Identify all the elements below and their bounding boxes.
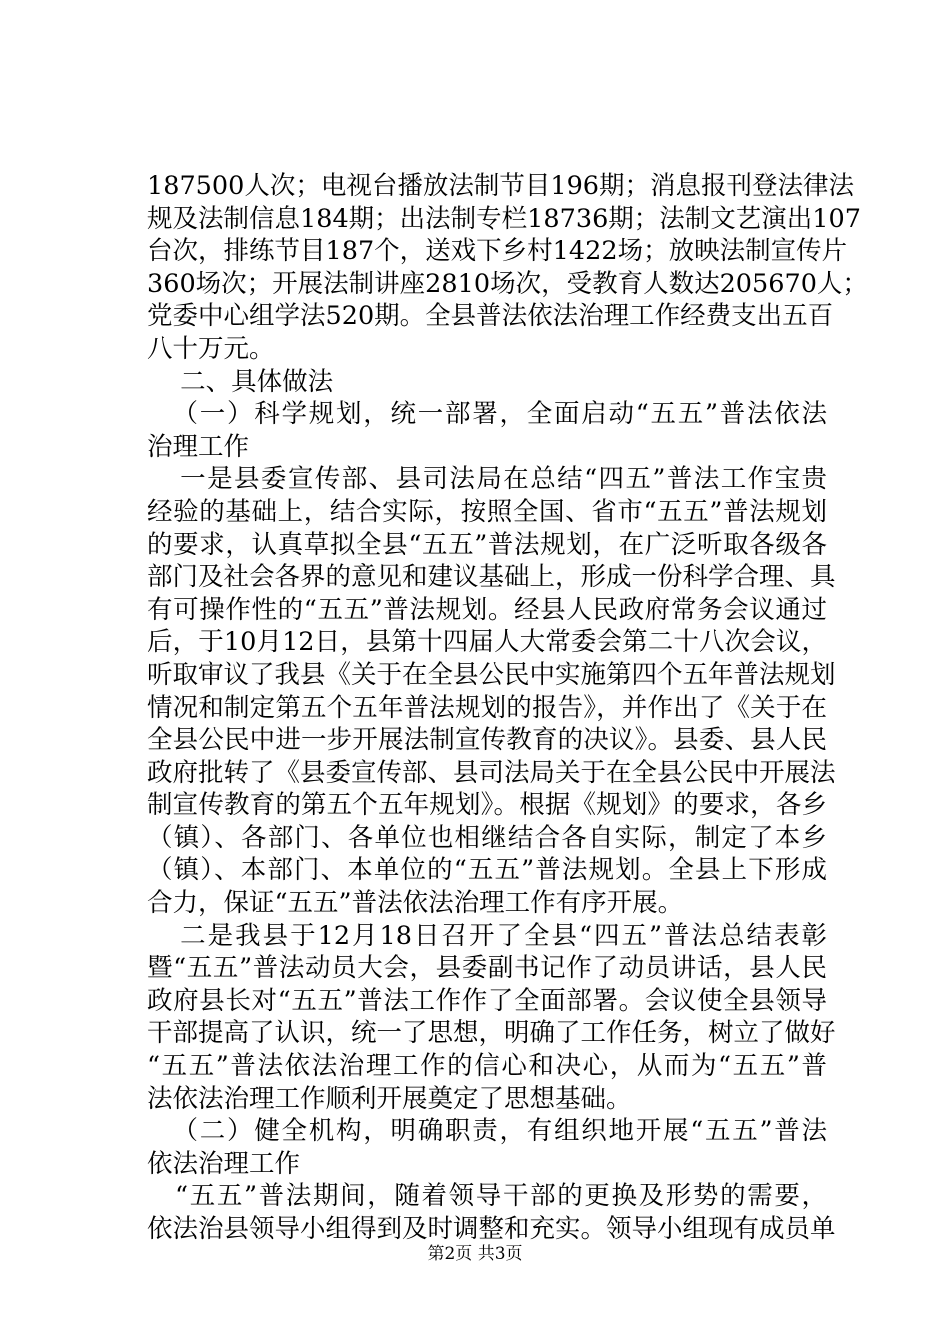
text-line: 听取审议了我县《关于在全县公民中实施第四个五年普法规划: [147, 659, 836, 690]
text-line: 党委中心组学法520期。全县普法依法治理工作经费支出五百: [147, 301, 834, 332]
text-line: 规及法制信息184期；出法制专栏18736期；法制文艺演出107: [147, 203, 861, 234]
text-line: （镇）、本部门、本单位的“五五”普法规划。全县上下形成: [147, 855, 827, 886]
text-line: 187500人次；电视台播放法制节目196期；消息报刊登法律法: [147, 171, 855, 201]
text-line: “五五”普法依法治理工作的信心和决心，从而为“五五”普: [147, 1051, 827, 1082]
text-line: 经验的基础上，结合实际，按照全国、省市“五五”普法规划: [147, 496, 827, 527]
text-line: （一）科学规划，统一部署，全面启动“五五”普法依法: [172, 399, 827, 430]
text-line: 的要求，认真草拟全县“五五”普法规划，在广泛听取各级各: [147, 529, 827, 560]
text-line: （镇）、各部门、各单位也相继结合各自实际，制定了本乡: [147, 822, 827, 853]
text-line: 一是县委宣传部、县司法局在总结“四五”普法工作宝贵: [180, 464, 827, 495]
text-line: 全县公民中进一步开展法制宣传教育的决议》。县委、县人民: [147, 725, 827, 756]
text-line: 部门及社会各界的意见和建议基础上，形成一份科学合理、具: [147, 562, 836, 593]
text-line: 制宣传教育的第五个五年规划》。根据《规划》的要求，各乡: [147, 790, 827, 821]
text-line: “五五”普法期间，随着领导干部的更换及形势的需要，: [175, 1181, 827, 1212]
text-line: 法依法治理工作顺利开展奠定了思想基础。: [147, 1083, 632, 1114]
text-line: 治理工作: [147, 431, 250, 462]
document-body: [147, 170, 868, 1246]
text-line: （二）健全机构，明确职责，有组织地开展“五五”普法: [172, 1116, 827, 1147]
text-line: 后，于10月12日，县第十四届人大常委会第二十八次会议，: [147, 627, 827, 658]
text-line: 360场次；开展法制讲座2810场次，受教育人数达205670人；: [147, 268, 868, 299]
text-line: 干部提高了认识，统一了思想，明确了工作任务，树立了做好: [147, 1018, 836, 1049]
text-line: 八十万元。: [147, 333, 275, 364]
text-line: 二是我县于12月18日召开了全县“四五”普法总结表彰: [180, 920, 827, 951]
text-line: 政府批转了《县委宣传部、县司法局关于在全县公民中开展法: [147, 757, 836, 788]
page-number-label: 第2页 共3页: [427, 1244, 523, 1264]
text-line: 合力，保证“五五”普法依法治理工作有序开展。: [147, 888, 684, 919]
text-line: 政府县长对“五五”普法工作作了全面部署。会议使全县领导: [147, 985, 827, 1016]
page-footer: [0, 1244, 950, 1264]
text-line: 二、具体做法: [180, 366, 334, 397]
text-line: 依法治县领导小组得到及时调整和充实。领导小组现有成员单: [147, 1214, 836, 1244]
text-line: 台次，排练节目187个，送戏下乡村1422场；放映法制宣传片: [147, 236, 848, 267]
text-line: 暨“五五”普法动员大会，县委副书记作了动员讲话，县人民: [147, 953, 827, 984]
text-line: 依法治理工作: [147, 1148, 301, 1179]
text-line: 情况和制定第五个五年普法规划的报告》，并作出了《关于在: [147, 692, 827, 723]
text-line: 有可操作性的“五五”普法规划。经县人民政府常务会议通过: [147, 594, 827, 625]
